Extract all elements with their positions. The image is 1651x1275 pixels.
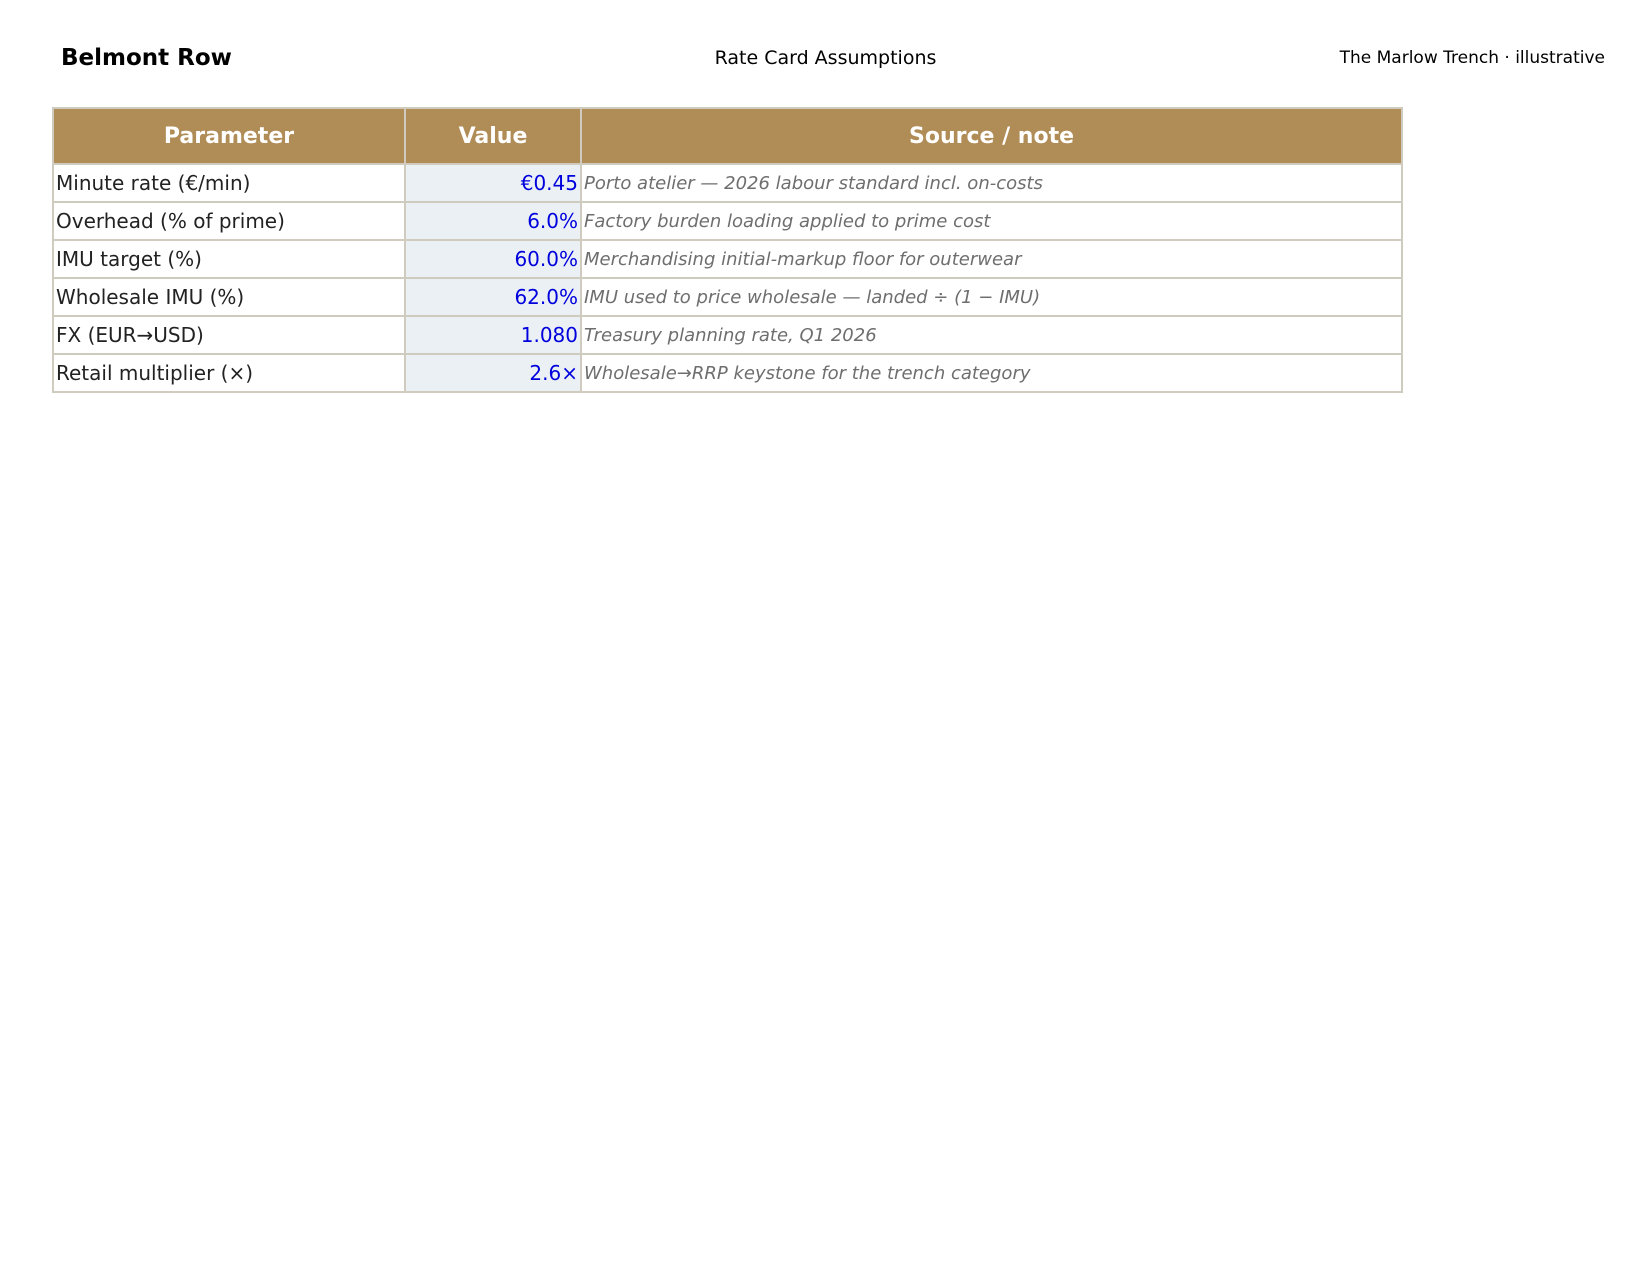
table-row bbox=[53, 240, 1402, 278]
parameter-cell[interactable]: FX (EUR→USD) bbox=[53, 316, 405, 354]
table-row bbox=[53, 278, 1402, 316]
page-title: Rate Card Assumptions bbox=[714, 47, 937, 69]
parameter-cell[interactable]: Wholesale IMU (%) bbox=[53, 278, 405, 316]
column-header-parameter: Parameter bbox=[53, 108, 405, 164]
value-cell[interactable]: 2.6× bbox=[405, 354, 581, 392]
note-cell[interactable]: Factory burden loading applied to prime cost bbox=[581, 202, 1402, 240]
column-header-note: Source / note bbox=[581, 108, 1402, 164]
assumptions-table bbox=[52, 107, 1403, 393]
note-cell[interactable]: Treasury planning rate, Q1 2026 bbox=[581, 316, 1402, 354]
value-cell[interactable]: 60.0% bbox=[405, 240, 581, 278]
value-cell[interactable]: 62.0% bbox=[405, 278, 581, 316]
parameter-cell[interactable]: Minute rate (€/min) bbox=[53, 164, 405, 202]
value-cell[interactable]: 6.0% bbox=[405, 202, 581, 240]
table-row bbox=[53, 316, 1402, 354]
parameter-cell[interactable]: Retail multiplier (×) bbox=[53, 354, 405, 392]
value-cell[interactable]: 1.080 bbox=[405, 316, 581, 354]
note-cell[interactable]: IMU used to price wholesale — landed ÷ (1 − IMU) bbox=[581, 278, 1402, 316]
note-cell[interactable]: Wholesale→RRP keystone for the trench category bbox=[581, 354, 1402, 392]
table-row bbox=[53, 164, 1402, 202]
table-header-row bbox=[53, 108, 1402, 164]
table-row bbox=[53, 354, 1402, 392]
value-cell[interactable]: €0.45 bbox=[405, 164, 581, 202]
note-cell[interactable]: Porto atelier — 2026 labour standard incl. on-costs bbox=[581, 164, 1402, 202]
page-header bbox=[0, 0, 1651, 95]
note-cell[interactable]: Merchandising initial-markup floor for outerwear bbox=[581, 240, 1402, 278]
parameter-cell[interactable]: IMU target (%) bbox=[53, 240, 405, 278]
brand-name: Belmont Row bbox=[61, 45, 232, 71]
column-header-value: Value bbox=[405, 108, 581, 164]
parameter-cell[interactable]: Overhead (% of prime) bbox=[53, 202, 405, 240]
table-row bbox=[53, 202, 1402, 240]
page-subtitle: The Marlow Trench · illustrative bbox=[1339, 48, 1605, 68]
